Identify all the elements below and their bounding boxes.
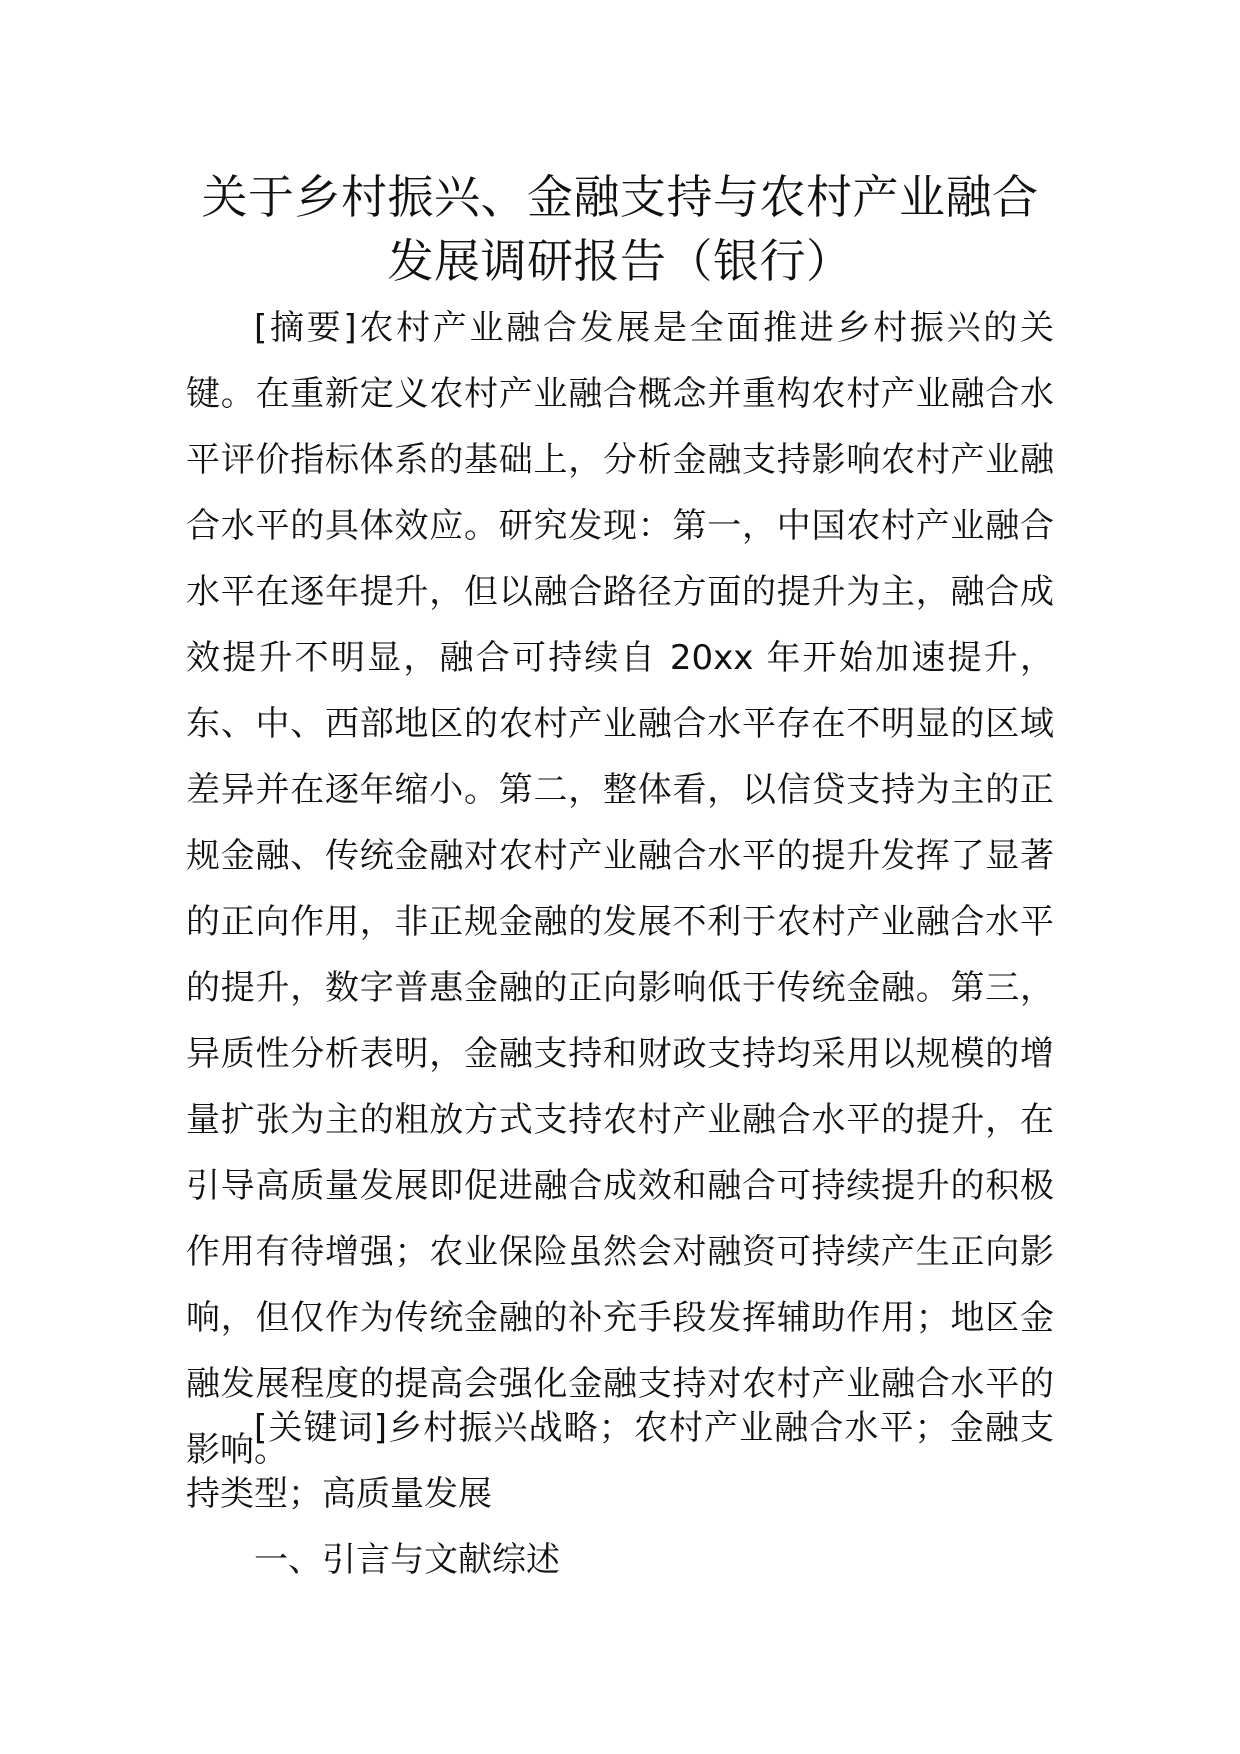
keywords-paragraph xyxy=(186,1395,1054,1527)
keywords-text: 乡村振兴战略；农村产业融合水平；金融支持类型；高质量发展 xyxy=(186,1408,1055,1514)
abstract-label: [摘要] xyxy=(254,308,357,348)
section-heading-1: 一、引言与文献综述 xyxy=(254,1540,560,1580)
document-title xyxy=(150,165,1090,293)
abstract-paragraph xyxy=(186,295,1054,1483)
title-line-1: 关于乡村振兴、金融支持与农村产业融合 xyxy=(201,170,1039,224)
keywords-label: [关键词] xyxy=(254,1408,387,1448)
abstract-text: 农村产业融合发展是全面推进乡村振兴的关键。在重新定义农村产业融合概念并重构农村产业融合水平评价指标体系的基础上，分析金融支持影响农村产业融合水平的具体效应。研究发现：第一，中国农村产业融合水平在逐年提升，但以融合路径方面的提升为主，融合成效提升不明显，融合可持续自 20xx 年开始加速提升，东、中、西部地区的农村产业融合水平存在不明显的区域差异并在逐年缩小。第二，整体看，以信贷支持为主的正规金融、传统金融对农村产业融合水平的提升发挥了显著的正向作用，非正规金融的发展不利于农村产业融合水平的提升，数字普惠金融的正向影响低于传统金融。第三，异质性分析表明，金融支持和财政支持均采用以规模的增量扩张为主的粗放方式支持农村产业融合水平的提升，在引导高质量发展即促进融合成效和融合可持续提升的积极作用有待增强；农业保险虽然会对融资可持续产生正向影响，但仅作为传统金融的补充手段发挥辅助作用；地区金融发展程度的提高会强化金融支持对农村产业融合水平的影响。 xyxy=(186,308,1054,1470)
title-line-2: 发展调研报告（银行） xyxy=(387,234,853,288)
